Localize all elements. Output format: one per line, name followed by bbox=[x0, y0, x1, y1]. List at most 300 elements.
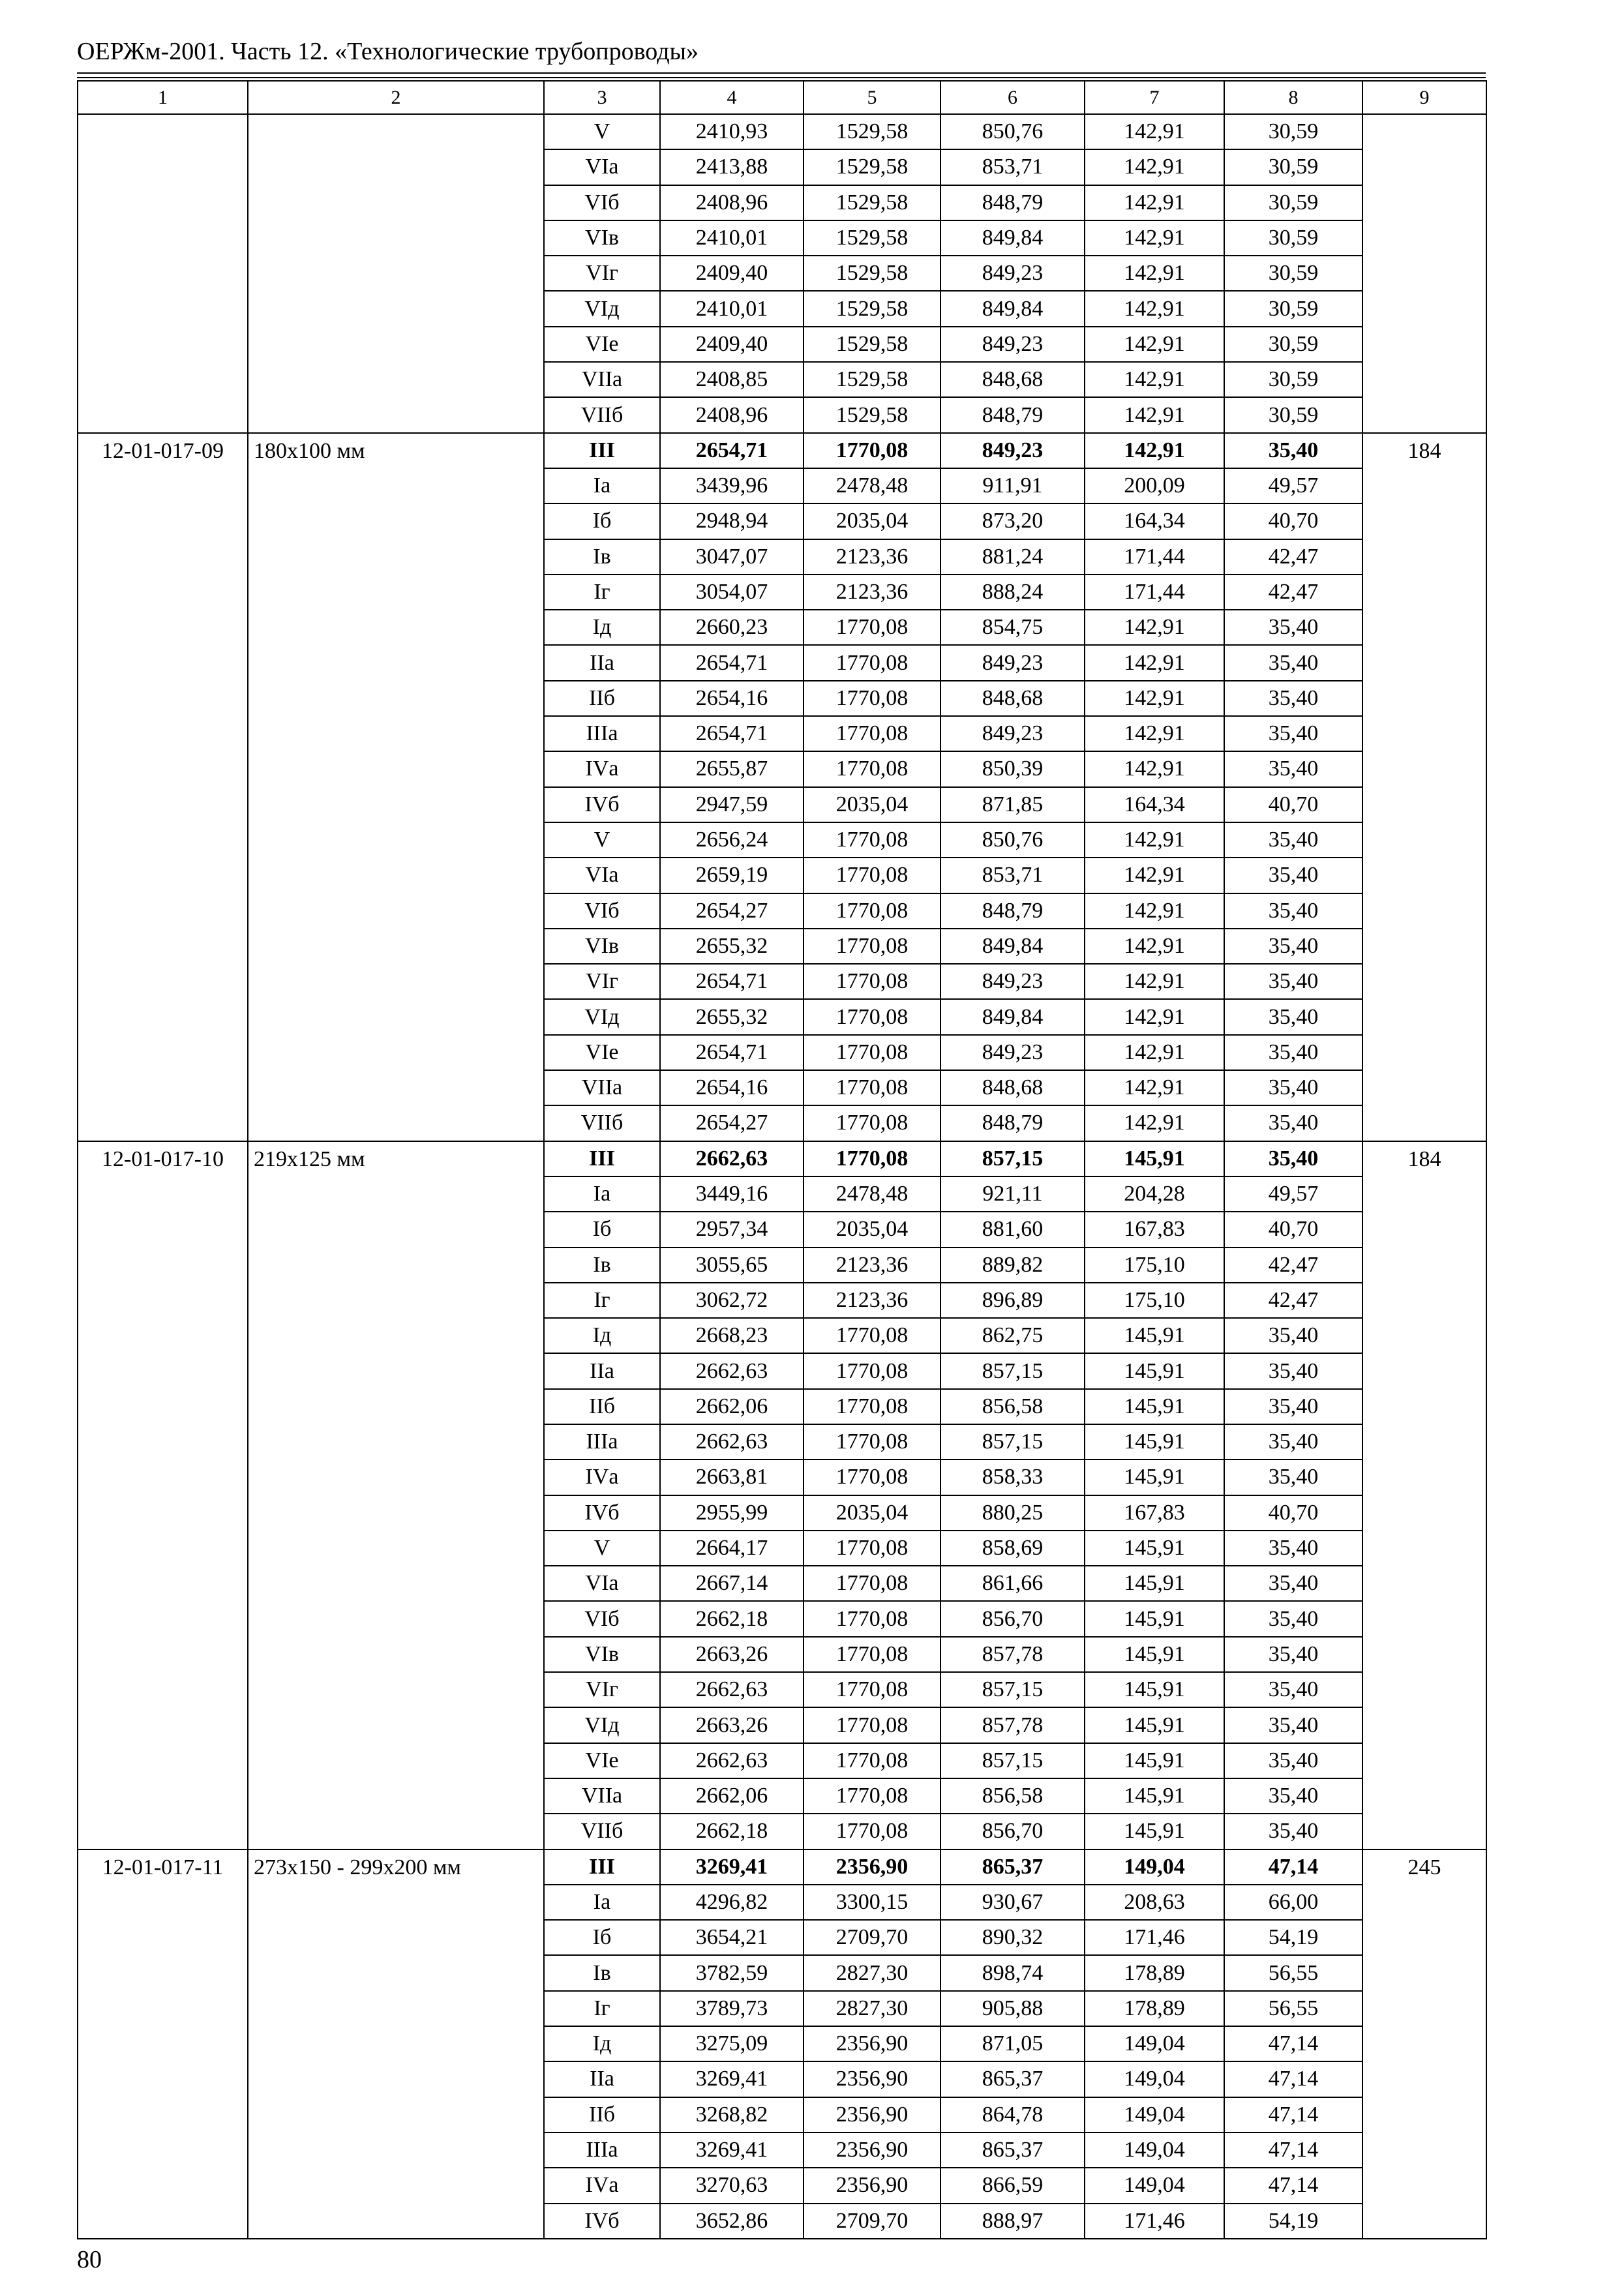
value-cell: 142,91 bbox=[1085, 185, 1224, 220]
value-cell: 865,37 bbox=[940, 2061, 1085, 2097]
column-header: 5 bbox=[804, 81, 940, 114]
value-cell: 1770,08 bbox=[804, 1353, 940, 1388]
value-cell: 35,40 bbox=[1224, 1707, 1362, 1743]
value-cell: 856,70 bbox=[940, 1814, 1085, 1849]
value-cell: 1770,08 bbox=[804, 1672, 940, 1707]
value-cell: 35,40 bbox=[1224, 433, 1362, 468]
value-cell: 142,91 bbox=[1085, 220, 1224, 256]
column-header: 9 bbox=[1362, 81, 1486, 114]
value-cell: 3269,41 bbox=[660, 2132, 804, 2168]
zone-cell: IIа bbox=[544, 645, 660, 680]
value-cell: 142,91 bbox=[1085, 716, 1224, 751]
value-cell: 1529,58 bbox=[804, 397, 940, 432]
value-cell: 2410,01 bbox=[660, 220, 804, 256]
value-cell: 2654,71 bbox=[660, 645, 804, 680]
value-cell: 56,55 bbox=[1224, 1991, 1362, 2026]
item-name: 219х125 мм bbox=[248, 1141, 544, 1849]
value-cell: 861,66 bbox=[940, 1566, 1085, 1601]
value-cell: 145,91 bbox=[1085, 1141, 1224, 1176]
value-cell: 856,58 bbox=[940, 1389, 1085, 1424]
value-cell: 175,10 bbox=[1085, 1248, 1224, 1283]
table-row bbox=[78, 1141, 1486, 1176]
value-cell: 856,58 bbox=[940, 1778, 1085, 1814]
value-cell: 2662,63 bbox=[660, 1743, 804, 1778]
value-cell: 856,70 bbox=[940, 1601, 1085, 1636]
value-cell: 2410,93 bbox=[660, 114, 804, 149]
value-cell: 848,79 bbox=[940, 397, 1085, 432]
zone-cell: IIб bbox=[544, 2097, 660, 2132]
value-cell: 2035,04 bbox=[804, 1212, 940, 1247]
value-cell: 35,40 bbox=[1224, 1035, 1362, 1070]
item-name bbox=[248, 114, 544, 433]
value-cell: 1770,08 bbox=[804, 1459, 940, 1495]
value-cell: 1770,08 bbox=[804, 822, 940, 858]
value-cell: 49,57 bbox=[1224, 1176, 1362, 1212]
value-cell: 164,34 bbox=[1085, 787, 1224, 822]
value-cell: 145,91 bbox=[1085, 1743, 1224, 1778]
value-cell: 142,91 bbox=[1085, 999, 1224, 1034]
item-code: 12-01-017-10 bbox=[78, 1141, 248, 1849]
value-cell: 204,28 bbox=[1085, 1176, 1224, 1212]
value-cell: 2662,63 bbox=[660, 1424, 804, 1459]
value-cell: 35,40 bbox=[1224, 822, 1362, 858]
zone-cell: III bbox=[544, 433, 660, 468]
zone-cell: IVа bbox=[544, 751, 660, 786]
value-cell: 2356,90 bbox=[804, 2061, 940, 2097]
value-cell: 857,15 bbox=[940, 1743, 1085, 1778]
value-cell: 142,91 bbox=[1085, 256, 1224, 291]
value-cell: 1770,08 bbox=[804, 1637, 940, 1672]
value-cell: 142,91 bbox=[1085, 858, 1224, 893]
zone-cell: VIа bbox=[544, 1566, 660, 1601]
zone-cell: V bbox=[544, 1531, 660, 1566]
value-cell: 2654,71 bbox=[660, 964, 804, 999]
item-code: 12-01-017-11 bbox=[78, 1849, 248, 2239]
value-cell: 3782,59 bbox=[660, 1955, 804, 1990]
value-cell: 2667,14 bbox=[660, 1566, 804, 1601]
value-cell: 857,78 bbox=[940, 1707, 1085, 1743]
value-cell: 858,69 bbox=[940, 1531, 1085, 1566]
value-cell: 3269,41 bbox=[660, 2061, 804, 2097]
value-cell: 2654,71 bbox=[660, 1035, 804, 1070]
value-cell: 857,15 bbox=[940, 1672, 1085, 1707]
zone-cell: IIб bbox=[544, 681, 660, 716]
value-cell: 2662,06 bbox=[660, 1389, 804, 1424]
value-cell: 2655,32 bbox=[660, 999, 804, 1034]
zone-cell: Iв bbox=[544, 1955, 660, 1990]
value-cell: 3652,86 bbox=[660, 2204, 804, 2239]
value-cell: 35,40 bbox=[1224, 1141, 1362, 1176]
value-cell: 853,71 bbox=[940, 149, 1085, 185]
value-cell: 1770,08 bbox=[804, 1035, 940, 1070]
value-cell: 1770,08 bbox=[804, 1531, 940, 1566]
value-cell: 2654,16 bbox=[660, 1070, 804, 1105]
value-cell: 149,04 bbox=[1085, 2168, 1224, 2203]
value-cell: 896,89 bbox=[940, 1283, 1085, 1318]
value-cell: 849,23 bbox=[940, 433, 1085, 468]
value-cell: 2356,90 bbox=[804, 2168, 940, 2203]
value-cell: 2663,81 bbox=[660, 1459, 804, 1495]
value-cell: 1529,58 bbox=[804, 185, 940, 220]
value-cell: 2123,36 bbox=[804, 539, 940, 575]
value-cell: 167,83 bbox=[1085, 1495, 1224, 1531]
value-cell: 1770,08 bbox=[804, 893, 940, 929]
table-body bbox=[78, 114, 1486, 2239]
item-name: 273х150 - 299х200 мм bbox=[248, 1849, 544, 2239]
value-cell: 1529,58 bbox=[804, 149, 940, 185]
value-cell: 2659,19 bbox=[660, 858, 804, 893]
table-row bbox=[78, 1849, 1486, 1885]
value-cell: 35,40 bbox=[1224, 999, 1362, 1034]
value-cell: 47,14 bbox=[1224, 2132, 1362, 2168]
value-cell: 1770,08 bbox=[804, 999, 940, 1034]
zone-cell: Iа bbox=[544, 468, 660, 503]
value-cell: 35,40 bbox=[1224, 1743, 1362, 1778]
value-cell: 2356,90 bbox=[804, 1849, 940, 1885]
value-cell: 849,23 bbox=[940, 256, 1085, 291]
item-code bbox=[78, 114, 248, 433]
value-cell: 40,70 bbox=[1224, 787, 1362, 822]
value-cell: 881,60 bbox=[940, 1212, 1085, 1247]
value-cell: 3268,82 bbox=[660, 2097, 804, 2132]
zone-cell: Iд bbox=[544, 610, 660, 645]
zone-cell: Iд bbox=[544, 2026, 660, 2061]
value-cell: 35,40 bbox=[1224, 751, 1362, 786]
value-cell: 2709,70 bbox=[804, 1920, 940, 1955]
value-cell: 35,40 bbox=[1224, 929, 1362, 964]
value-cell: 2827,30 bbox=[804, 1991, 940, 2026]
header-rule bbox=[77, 72, 1486, 74]
value-cell: 866,59 bbox=[940, 2168, 1085, 2203]
value-cell: 2123,36 bbox=[804, 1283, 940, 1318]
value-cell: 40,70 bbox=[1224, 1495, 1362, 1531]
item-col9: 184 bbox=[1362, 1141, 1486, 1849]
value-cell: 171,46 bbox=[1085, 1920, 1224, 1955]
zone-cell: VIг bbox=[544, 964, 660, 999]
value-cell: 142,91 bbox=[1085, 433, 1224, 468]
value-cell: 849,84 bbox=[940, 291, 1085, 326]
value-cell: 881,24 bbox=[940, 539, 1085, 575]
value-cell: 42,47 bbox=[1224, 539, 1362, 575]
value-cell: 164,34 bbox=[1085, 503, 1224, 539]
value-cell: 848,68 bbox=[940, 1070, 1085, 1105]
value-cell: 848,79 bbox=[940, 893, 1085, 929]
value-cell: 1770,08 bbox=[804, 1566, 940, 1601]
value-cell: 1529,58 bbox=[804, 291, 940, 326]
zone-cell: Iб bbox=[544, 1212, 660, 1247]
value-cell: 2123,36 bbox=[804, 1248, 940, 1283]
value-cell: 2664,17 bbox=[660, 1531, 804, 1566]
value-cell: 1770,08 bbox=[804, 681, 940, 716]
value-cell: 2827,30 bbox=[804, 1955, 940, 1990]
value-cell: 2478,48 bbox=[804, 1176, 940, 1212]
value-cell: 3449,16 bbox=[660, 1176, 804, 1212]
value-cell: 2035,04 bbox=[804, 503, 940, 539]
value-cell: 849,23 bbox=[940, 645, 1085, 680]
value-cell: 142,91 bbox=[1085, 681, 1224, 716]
value-cell: 1770,08 bbox=[804, 1141, 940, 1176]
value-cell: 1770,08 bbox=[804, 433, 940, 468]
value-cell: 2655,32 bbox=[660, 929, 804, 964]
value-cell: 142,91 bbox=[1085, 114, 1224, 149]
value-cell: 171,44 bbox=[1085, 575, 1224, 610]
value-cell: 880,25 bbox=[940, 1495, 1085, 1531]
value-cell: 35,40 bbox=[1224, 1778, 1362, 1814]
value-cell: 3300,15 bbox=[804, 1885, 940, 1920]
value-cell: 1770,08 bbox=[804, 1707, 940, 1743]
value-cell: 4296,82 bbox=[660, 1885, 804, 1920]
value-cell: 889,82 bbox=[940, 1248, 1085, 1283]
value-cell: 1529,58 bbox=[804, 362, 940, 397]
value-cell: 35,40 bbox=[1224, 1105, 1362, 1141]
zone-cell: VIIб bbox=[544, 1814, 660, 1849]
zone-cell: IVб bbox=[544, 2204, 660, 2239]
value-cell: 145,91 bbox=[1085, 1424, 1224, 1459]
value-cell: 849,23 bbox=[940, 1035, 1085, 1070]
value-cell: 1770,08 bbox=[804, 858, 940, 893]
value-cell: 854,75 bbox=[940, 610, 1085, 645]
value-cell: 54,19 bbox=[1224, 1920, 1362, 1955]
value-cell: 145,91 bbox=[1085, 1672, 1224, 1707]
value-cell: 2035,04 bbox=[804, 1495, 940, 1531]
value-cell: 2409,40 bbox=[660, 327, 804, 362]
value-cell: 2410,01 bbox=[660, 291, 804, 326]
value-cell: 862,75 bbox=[940, 1318, 1085, 1353]
zone-cell: VIд bbox=[544, 999, 660, 1034]
value-cell: 167,83 bbox=[1085, 1212, 1224, 1247]
value-cell: 1770,08 bbox=[804, 751, 940, 786]
zone-cell: Iа bbox=[544, 1176, 660, 1212]
zone-cell: Iд bbox=[544, 1318, 660, 1353]
value-cell: 47,14 bbox=[1224, 2097, 1362, 2132]
value-cell: 35,40 bbox=[1224, 681, 1362, 716]
column-header: 7 bbox=[1085, 81, 1224, 114]
value-cell: 849,23 bbox=[940, 716, 1085, 751]
value-cell: 149,04 bbox=[1085, 1849, 1224, 1885]
value-cell: 47,14 bbox=[1224, 1849, 1362, 1885]
value-cell: 1770,08 bbox=[804, 1601, 940, 1636]
value-cell: 171,44 bbox=[1085, 539, 1224, 575]
value-cell: 1770,08 bbox=[804, 645, 940, 680]
value-cell: 3062,72 bbox=[660, 1283, 804, 1318]
value-cell: 2955,99 bbox=[660, 1495, 804, 1531]
value-cell: 849,23 bbox=[940, 964, 1085, 999]
column-header: 6 bbox=[940, 81, 1085, 114]
value-cell: 35,40 bbox=[1224, 610, 1362, 645]
value-cell: 865,37 bbox=[940, 2132, 1085, 2168]
zone-cell: VIг bbox=[544, 256, 660, 291]
value-cell: 49,57 bbox=[1224, 468, 1362, 503]
value-cell: 30,59 bbox=[1224, 362, 1362, 397]
value-cell: 30,59 bbox=[1224, 327, 1362, 362]
value-cell: 849,84 bbox=[940, 929, 1085, 964]
page-number: 80 bbox=[77, 2246, 102, 2273]
value-cell: 857,15 bbox=[940, 1141, 1085, 1176]
zone-cell: IVа bbox=[544, 1459, 660, 1495]
value-cell: 1770,08 bbox=[804, 1778, 940, 1814]
value-cell: 145,91 bbox=[1085, 1601, 1224, 1636]
value-cell: 3275,09 bbox=[660, 2026, 804, 2061]
value-cell: 888,24 bbox=[940, 575, 1085, 610]
value-cell: 2408,85 bbox=[660, 362, 804, 397]
value-cell: 3439,96 bbox=[660, 468, 804, 503]
value-cell: 35,40 bbox=[1224, 1814, 1362, 1849]
value-cell: 1770,08 bbox=[804, 1105, 940, 1141]
value-cell: 2662,63 bbox=[660, 1353, 804, 1388]
value-cell: 857,78 bbox=[940, 1637, 1085, 1672]
zone-cell: VIIа bbox=[544, 1070, 660, 1105]
value-cell: 142,91 bbox=[1085, 1105, 1224, 1141]
zone-cell: V bbox=[544, 822, 660, 858]
value-cell: 149,04 bbox=[1085, 2026, 1224, 2061]
value-cell: 145,91 bbox=[1085, 1318, 1224, 1353]
value-cell: 1770,08 bbox=[804, 1743, 940, 1778]
value-cell: 848,79 bbox=[940, 1105, 1085, 1141]
value-cell: 35,40 bbox=[1224, 893, 1362, 929]
value-cell: 40,70 bbox=[1224, 503, 1362, 539]
zone-cell: IIIа bbox=[544, 716, 660, 751]
value-cell: 2408,96 bbox=[660, 397, 804, 432]
value-cell: 2413,88 bbox=[660, 149, 804, 185]
value-cell: 2123,36 bbox=[804, 575, 940, 610]
value-cell: 35,40 bbox=[1224, 1070, 1362, 1105]
value-cell: 1529,58 bbox=[804, 327, 940, 362]
value-cell: 2654,71 bbox=[660, 433, 804, 468]
zone-cell: VIб bbox=[544, 1601, 660, 1636]
value-cell: 2947,59 bbox=[660, 787, 804, 822]
value-cell: 930,67 bbox=[940, 1885, 1085, 1920]
zone-cell: III bbox=[544, 1141, 660, 1176]
value-cell: 848,68 bbox=[940, 681, 1085, 716]
value-cell: 35,40 bbox=[1224, 1318, 1362, 1353]
value-cell: 35,40 bbox=[1224, 1459, 1362, 1495]
value-cell: 848,68 bbox=[940, 362, 1085, 397]
value-cell: 2660,23 bbox=[660, 610, 804, 645]
value-cell: 2662,63 bbox=[660, 1141, 804, 1176]
value-cell: 1770,08 bbox=[804, 929, 940, 964]
value-cell: 858,33 bbox=[940, 1459, 1085, 1495]
value-cell: 145,91 bbox=[1085, 1814, 1224, 1849]
value-cell: 3270,63 bbox=[660, 2168, 804, 2203]
value-cell: 921,11 bbox=[940, 1176, 1085, 1212]
value-cell: 3047,07 bbox=[660, 539, 804, 575]
zone-cell: VIIа bbox=[544, 362, 660, 397]
value-cell: 2654,27 bbox=[660, 1105, 804, 1141]
value-cell: 42,47 bbox=[1224, 575, 1362, 610]
value-cell: 2655,87 bbox=[660, 751, 804, 786]
value-cell: 2957,34 bbox=[660, 1212, 804, 1247]
column-header: 8 bbox=[1224, 81, 1362, 114]
item-col9 bbox=[1362, 114, 1486, 433]
value-cell: 2478,48 bbox=[804, 468, 940, 503]
zone-cell: III bbox=[544, 1849, 660, 1885]
value-cell: 848,79 bbox=[940, 185, 1085, 220]
value-cell: 1770,08 bbox=[804, 716, 940, 751]
value-cell: 849,84 bbox=[940, 999, 1085, 1034]
value-cell: 35,40 bbox=[1224, 645, 1362, 680]
value-cell: 2709,70 bbox=[804, 2204, 940, 2239]
value-cell: 864,78 bbox=[940, 2097, 1085, 2132]
value-cell: 142,91 bbox=[1085, 291, 1224, 326]
header-rule-double bbox=[77, 77, 1486, 78]
zone-cell: Iв bbox=[544, 539, 660, 575]
value-cell: 47,14 bbox=[1224, 2168, 1362, 2203]
zone-cell: IVб bbox=[544, 1495, 660, 1531]
value-cell: 35,40 bbox=[1224, 1672, 1362, 1707]
zone-cell: VIб bbox=[544, 185, 660, 220]
value-cell: 35,40 bbox=[1224, 1637, 1362, 1672]
value-cell: 145,91 bbox=[1085, 1531, 1224, 1566]
value-cell: 149,04 bbox=[1085, 2132, 1224, 2168]
value-cell: 142,91 bbox=[1085, 1035, 1224, 1070]
value-cell: 2668,23 bbox=[660, 1318, 804, 1353]
value-cell: 3789,73 bbox=[660, 1991, 804, 2026]
value-cell: 35,40 bbox=[1224, 1389, 1362, 1424]
value-cell: 1529,58 bbox=[804, 220, 940, 256]
zone-cell: VIе bbox=[544, 1743, 660, 1778]
zone-cell: IIб bbox=[544, 1389, 660, 1424]
value-cell: 171,46 bbox=[1085, 2204, 1224, 2239]
zone-cell: Iб bbox=[544, 1920, 660, 1955]
table-row bbox=[78, 433, 1486, 468]
zone-cell: VIб bbox=[544, 893, 660, 929]
value-cell: 905,88 bbox=[940, 1991, 1085, 2026]
value-cell: 1770,08 bbox=[804, 1424, 940, 1459]
column-header: 1 bbox=[78, 81, 248, 114]
value-cell: 149,04 bbox=[1085, 2097, 1224, 2132]
zone-cell: VIв bbox=[544, 1637, 660, 1672]
zone-cell: VIIб bbox=[544, 1105, 660, 1141]
zone-cell: VIа bbox=[544, 149, 660, 185]
value-cell: 30,59 bbox=[1224, 114, 1362, 149]
value-cell: 30,59 bbox=[1224, 291, 1362, 326]
value-cell: 2662,18 bbox=[660, 1601, 804, 1636]
zone-cell: IIIа bbox=[544, 1424, 660, 1459]
value-cell: 3654,21 bbox=[660, 1920, 804, 1955]
value-cell: 1770,08 bbox=[804, 964, 940, 999]
value-cell: 3054,07 bbox=[660, 575, 804, 610]
value-cell: 47,14 bbox=[1224, 2026, 1362, 2061]
value-cell: 2356,90 bbox=[804, 2026, 940, 2061]
value-cell: 911,91 bbox=[940, 468, 1085, 503]
value-cell: 888,97 bbox=[940, 2204, 1085, 2239]
value-cell: 849,84 bbox=[940, 220, 1085, 256]
value-cell: 3269,41 bbox=[660, 1849, 804, 1885]
value-cell: 35,40 bbox=[1224, 1531, 1362, 1566]
zone-cell: IIIа bbox=[544, 2132, 660, 2168]
value-cell: 35,40 bbox=[1224, 1601, 1362, 1636]
value-cell: 178,89 bbox=[1085, 1955, 1224, 1990]
value-cell: 849,23 bbox=[940, 327, 1085, 362]
item-code: 12-01-017-09 bbox=[78, 433, 248, 1141]
value-cell: 35,40 bbox=[1224, 964, 1362, 999]
value-cell: 2408,96 bbox=[660, 185, 804, 220]
value-cell: 890,32 bbox=[940, 1920, 1085, 1955]
value-cell: 2409,40 bbox=[660, 256, 804, 291]
value-cell: 871,85 bbox=[940, 787, 1085, 822]
value-cell: 2035,04 bbox=[804, 787, 940, 822]
item-col9: 245 bbox=[1362, 1849, 1486, 2239]
value-cell: 865,37 bbox=[940, 1849, 1085, 1885]
page-title: ОЕРЖм-2001. Часть 12. «Технологические трубопроводы» bbox=[77, 38, 699, 65]
value-cell: 1529,58 bbox=[804, 114, 940, 149]
value-cell: 142,91 bbox=[1085, 929, 1224, 964]
value-cell: 145,91 bbox=[1085, 1353, 1224, 1388]
value-cell: 871,05 bbox=[940, 2026, 1085, 2061]
value-cell: 2356,90 bbox=[804, 2132, 940, 2168]
value-cell: 145,91 bbox=[1085, 1707, 1224, 1743]
value-cell: 145,91 bbox=[1085, 1459, 1224, 1495]
